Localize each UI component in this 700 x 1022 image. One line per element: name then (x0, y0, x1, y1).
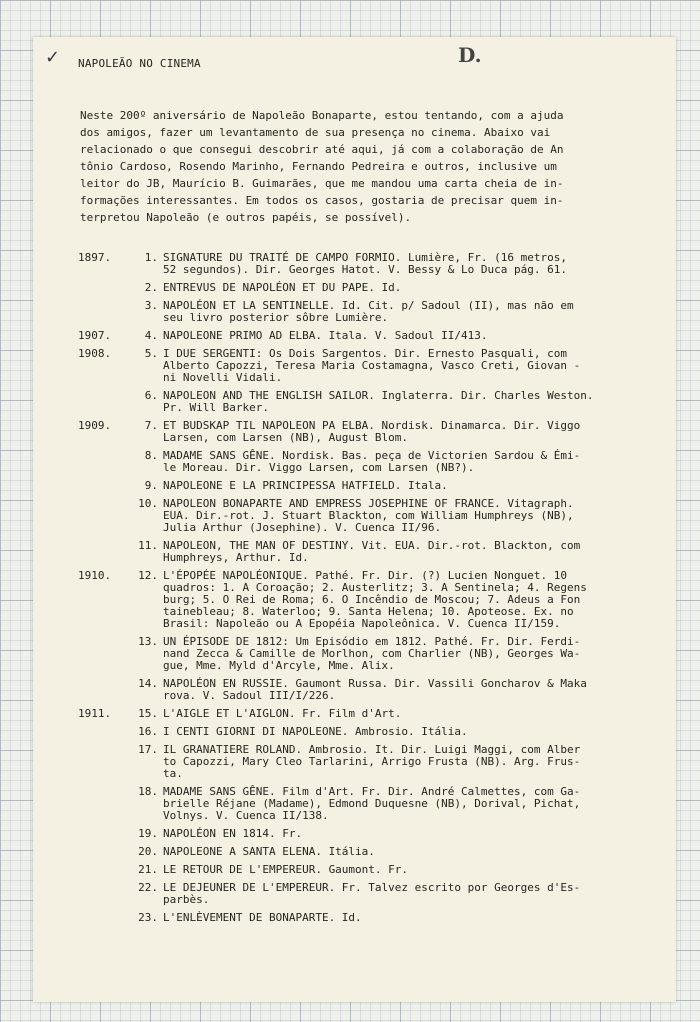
entry-number: 4. (144, 329, 158, 342)
list-item (78, 636, 658, 672)
entry-number: 21. (138, 863, 158, 876)
entry-number: 3. (144, 299, 158, 312)
list-item (78, 498, 658, 534)
entry-year (78, 480, 128, 492)
intro-line: terpretou Napoleão (e outros papéis, se possível). (80, 211, 412, 224)
entry-line: burg; 5. O Rei de Roma; 6. O Incêndio de Moscou; 7. Adeus a Fon (163, 593, 581, 606)
entry-year (78, 828, 128, 840)
entry-year: 1907. (78, 329, 112, 342)
entry-line: NAPOLEON AND THE ENGLISH SAILOR. Inglaterra. Dir. Charles Weston. (163, 389, 594, 402)
entry-line: EUA. Dir.-rot. J. Stuart Blackton, com William Humphreys (NB), (163, 509, 574, 522)
entry-line: nand Zecca & Camille de Morlhon, com Charlier (NB), Georges Wa- (163, 647, 581, 660)
entry-line: NAPOLEONE PRIMO AD ELBA. Itala. V. Sadoul II/413. (163, 329, 488, 342)
entry-line: Alberto Capozzi, Teresa Maria Costamagna, Vasco Creti, Giovan - (163, 359, 581, 372)
typewritten-page (33, 37, 676, 1002)
list-item (78, 540, 658, 564)
entry-text (163, 390, 658, 414)
entry-line: Brasil: Napoleão ou A Epopéia Napoleônica. V. Cuenca II/159. (163, 617, 561, 630)
entry-year (78, 540, 128, 564)
entry-line: brielle Réjane (Madame), Edmond Duquesne (NB), Dorival, Pichat, (163, 797, 581, 810)
entry-line: ta. (163, 767, 183, 780)
entry-number: 1. (144, 251, 158, 264)
entry-number: 22. (138, 881, 158, 894)
intro-line: tônio Cardoso, Rosendo Marinho, Fernando Pedreira e outros, inclusive um (80, 160, 557, 173)
list-item (78, 786, 658, 822)
entry-number: 5. (144, 347, 158, 360)
filmography-list (78, 252, 658, 930)
intro-line: formações interessantes. Em todos os casos, gostaria de precisar quem in- (80, 194, 564, 207)
entry-text (163, 912, 658, 924)
entry-text (163, 882, 658, 906)
entry-line: quadros: 1. A Coroação; 2. Austerlitz; 3. A Sentinela; 4. Regens (163, 581, 587, 594)
intro-paragraph (80, 107, 640, 226)
entry-line: NAPOLEONE A SANTA ELENA. Itália. (163, 845, 375, 858)
entry-year (78, 678, 128, 702)
entry-line: ENTREVUS DE NAPOLÉON ET DU PAPE. Id. (163, 281, 402, 294)
intro-line: leitor do JB, Maurício B. Guimarães, que me mandou uma carta cheia de in- (80, 177, 564, 190)
entry-line: LE RETOUR DE L'EMPEREUR. Gaumont. Fr. (163, 863, 409, 876)
entry-number: 14. (138, 677, 158, 690)
entry-line: NAPOLEON BONAPARTE AND EMPRESS JOSEPHINE OF FRANCE. Vitagraph. (163, 497, 574, 510)
entry-line: I CENTI GIORNI DI NAPOLEONE. Ambrosio. Itália. (163, 725, 468, 738)
entry-line: SIGNATURE DU TRAITÉ DE CAMPO FORMIO. Lumière, Fr. (16 metros, (163, 251, 567, 264)
entry-number: 12. (138, 569, 158, 582)
entry-year (78, 912, 128, 924)
entry-year (78, 636, 128, 672)
entry-year: 1911. (78, 707, 112, 720)
entry-year: 1897. (78, 251, 112, 264)
entry-text (163, 636, 658, 672)
list-item (78, 480, 658, 492)
list-item (78, 882, 658, 906)
entry-line: MADAME SANS GÊNE. Nordisk. Bas. peça de Victorien Sardou & Émi- (163, 449, 581, 462)
entry-text (163, 420, 658, 444)
entry-year (78, 744, 128, 780)
entry-line: Julia Arthur (Josephine). V. Cuenca II/96. (163, 521, 442, 534)
entry-line: I DUE SERGENTI: Os Dois Sargentos. Dir. Ernesto Pasquali, com (163, 347, 567, 360)
entry-year (78, 786, 128, 822)
entry-year (78, 498, 128, 534)
check-mark: ✓ (45, 47, 61, 68)
list-item (78, 912, 658, 924)
list-item (78, 570, 658, 630)
entry-year (78, 282, 128, 294)
list-item (78, 282, 658, 294)
list-item (78, 744, 658, 780)
list-item (78, 864, 658, 876)
list-item (78, 330, 658, 342)
entry-text (163, 540, 658, 564)
entry-year (78, 864, 128, 876)
entry-year (78, 450, 128, 474)
entry-year (78, 300, 128, 324)
entry-text (163, 498, 658, 534)
entry-number: 15. (138, 707, 158, 720)
entry-year (78, 846, 128, 858)
entry-line: ET BUDSKAP TIL NAPOLEON PA ELBA. Nordisk. Dinamarca. Dir. Viggo (163, 419, 581, 432)
entry-line: L'ENLÈVEMENT DE BONAPARTE. Id. (163, 911, 362, 924)
entry-text (163, 846, 658, 858)
entry-year (78, 726, 128, 738)
list-item (78, 420, 658, 444)
entry-number: 20. (138, 845, 158, 858)
entry-line: L'AIGLE ET L'AIGLON. Fr. Film d'Art. (163, 707, 402, 720)
entry-text (163, 300, 658, 324)
list-item (78, 678, 658, 702)
entry-year: 1910. (78, 569, 112, 582)
entry-text (163, 678, 658, 702)
entry-line: Volnys. V. Cuenca II/138. (163, 809, 329, 822)
entry-number: 17. (138, 743, 158, 756)
entry-line: parbès. (163, 893, 210, 906)
entry-text (163, 252, 658, 276)
list-item (78, 846, 658, 858)
entry-line: tainebleau; 8. Waterloo; 9. Santa Helena; 10. Apoteose. Ex. no (163, 605, 574, 618)
entry-number: 16. (138, 725, 158, 738)
entry-text (163, 864, 658, 876)
list-item (78, 252, 658, 276)
list-item (78, 390, 658, 414)
entry-line: LE DEJEUNER DE L'EMPEREUR. Fr. Talvez escrito por Georges d'Es- (163, 881, 581, 894)
entry-line: to Capozzi, Mary Cleo Tarlarini, Arrigo Frusta (NB). Arg. Frus- (163, 755, 581, 768)
entry-line: Larsen, com Larsen (NB), August Blom. (163, 431, 409, 444)
entry-line: Humphreys, Arthur. Id. (163, 551, 309, 564)
document-title: NAPOLEÃO NO CINEMA (78, 57, 201, 70)
entry-text (163, 330, 658, 342)
entry-number: 11. (138, 539, 158, 552)
entry-text (163, 744, 658, 780)
entry-line: NAPOLÉON EN 1814. Fr. (163, 827, 303, 840)
entry-line: NAPOLÉON EN RUSSIE. Gaumont Russa. Dir. Vassili Goncharov & Maka (163, 677, 587, 690)
list-item (78, 300, 658, 324)
entry-line: le Moreau. Dir. Viggo Larsen, com Larsen (NB?). (163, 461, 475, 474)
entry-number: 23. (138, 911, 158, 924)
intro-line: Neste 200º aniversário de Napoleão Bonaparte, estou tentando, com a ajuda (80, 109, 564, 122)
entry-line: NAPOLEON, THE MAN OF DESTINY. Vit. EUA. Dir.-rot. Blackton, com (163, 539, 581, 552)
entry-year: 1909. (78, 419, 112, 432)
entry-line: 52 segundos). Dir. Georges Hatot. V. Bessy & Lo Duca pág. 61. (163, 263, 567, 276)
entry-number: 7. (144, 419, 158, 432)
entry-line: NAPOLEONE E LA PRINCIPESSA HATFIELD. Itala. (163, 479, 448, 492)
entry-text (163, 450, 658, 474)
entry-line: NAPOLÉON ET LA SENTINELLE. Id. Cit. p/ Sadoul (II), mas não em (163, 299, 574, 312)
list-item (78, 828, 658, 840)
entry-line: Pr. Will Barker. (163, 401, 269, 414)
list-item (78, 450, 658, 474)
entry-number: 18. (138, 785, 158, 798)
entry-number: 2. (144, 281, 158, 294)
entry-number: 13. (138, 635, 158, 648)
entry-text (163, 570, 658, 630)
entry-line: UN ÉPISODE DE 1812: Um Episódio em 1812. Pathé. Fr. Dir. Ferdi- (163, 635, 581, 648)
entry-text (163, 726, 658, 738)
entry-line: gue, Mme. Myld d'Arcyle, Mme. Alix. (163, 659, 395, 672)
entry-line: seu livro posterior sôbre Lumière. (163, 311, 389, 324)
entry-year (78, 882, 128, 906)
entry-number: 9. (144, 479, 158, 492)
entry-text (163, 786, 658, 822)
entry-text (163, 828, 658, 840)
entry-number: 10. (138, 497, 158, 510)
entry-line: L'ÉPOPÉE NAPOLÉONIQUE. Pathé. Fr. Dir. (?) Lucien Nonguet. 10 (163, 569, 567, 582)
entry-text (163, 480, 658, 492)
entry-line: MADAME SANS GÊNE. Film d'Art. Fr. Dir. André Calmettes, com Ga- (163, 785, 581, 798)
entry-year (78, 390, 128, 414)
entry-number: 6. (144, 389, 158, 402)
entry-line: ni Novelli Vidali. (163, 371, 283, 384)
handwritten-mark: D. (458, 43, 482, 67)
entry-text (163, 708, 658, 720)
list-item (78, 726, 658, 738)
intro-line: dos amigos, fazer um levantamento de sua presença no cinema. Abaixo vai (80, 126, 551, 139)
entry-text (163, 348, 658, 384)
list-item (78, 348, 658, 384)
list-item (78, 708, 658, 720)
entry-number: 19. (138, 827, 158, 840)
intro-line: relacionado o que consegui descobrir até aqui, já com a colaboração de An (80, 143, 564, 156)
entry-line: IL GRANATIERE ROLAND. Ambrosio. It. Dir. Luigi Maggi, com Alber (163, 743, 581, 756)
entry-line: rova. V. Sadoul III/I/226. (163, 689, 336, 702)
entry-year: 1908. (78, 347, 112, 360)
entry-text (163, 282, 658, 294)
entry-number: 8. (144, 449, 158, 462)
